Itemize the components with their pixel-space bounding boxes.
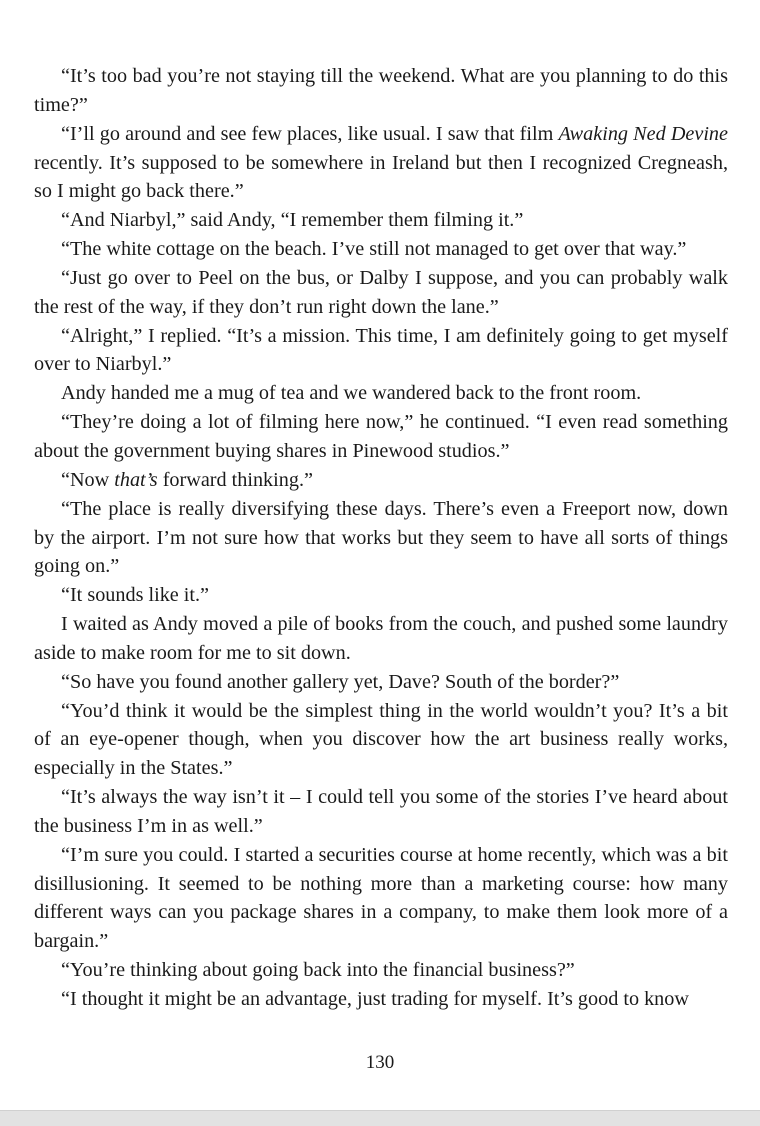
paragraph: “The place is really diversifying these days. There’s even a Freeport now, down by the airport. I’m not sure how that works but they seem to have all sorts of things going on.” xyxy=(34,497,728,578)
paragraph: “It’s too bad you’re not staying till the weekend. What are you planning to do this time?” xyxy=(34,65,728,116)
paragraph: “You’re thinking about going back into the financial business?” xyxy=(61,959,575,982)
body-text xyxy=(34,62,728,1014)
paragraph: “I’m sure you could. I started a securities course at home recently, which was a bit disillusioning. It seemed to be nothing more than a marketing course: how many different ways can you package shares in a company, to make them look more of a bargain.” xyxy=(34,843,728,953)
paragraph xyxy=(34,466,728,495)
paragraph: “You’d think it would be the simplest thing in the world wouldn’t you? It’s a bit of an eye-opener though, when you discover how the art business really works, especially in the States.” xyxy=(34,699,728,780)
paragraph: “I thought it might be an advantage, just trading for myself. It’s good to know xyxy=(61,988,689,1010)
paragraph: “And Niarbyl,” said Andy, “I remember them filming it.” xyxy=(61,209,524,232)
paragraph: “Just go over to Peel on the bus, or Dalby I suppose, and you can probably walk the rest of the way, if they don’t run right down the lane.” xyxy=(34,266,728,318)
paragraph: I waited as Andy moved a pile of books from the couch, and pushed some laundry aside to make room for me to sit down. xyxy=(34,613,728,664)
page-number: 130 xyxy=(365,1052,395,1073)
paragraph: “It’s always the way isn’t it – I could tell you some of the stories I’ve heard about the business I’m in as well.” xyxy=(34,786,728,837)
paragraph-text: forward thinking.” xyxy=(157,468,313,491)
paragraph-text: “Now xyxy=(61,468,115,491)
paragraph xyxy=(34,120,728,207)
paragraph: “It sounds like it.” xyxy=(61,584,210,607)
bottom-edge xyxy=(0,1110,760,1126)
paragraph: “They’re doing a lot of filming here now,” he continued. “I even read something about the government buying shares in Pinewood studios.” xyxy=(34,411,728,462)
paragraph-text: recently. It’s supposed to be somewhere in Ireland but then I recognized Cregneash, so I might go back there.” xyxy=(34,151,728,203)
film-title: Awaking Ned Devine xyxy=(558,122,728,145)
paragraph: “The white cottage on the beach. I’ve still not managed to get over that way.” xyxy=(61,238,687,261)
emphasis: that’s xyxy=(114,468,158,491)
paragraph: Andy handed me a mug of tea and we wandered back to the front room. xyxy=(61,382,642,405)
paragraph: “Alright,” I replied. “It’s a mission. This time, I am definitely going to get myself over to Niarbyl.” xyxy=(34,324,728,376)
paragraph-text: “I’ll go around and see few places, like usual. I saw that film xyxy=(61,122,559,145)
paragraph: “So have you found another gallery yet, Dave? South of the border?” xyxy=(61,670,620,693)
